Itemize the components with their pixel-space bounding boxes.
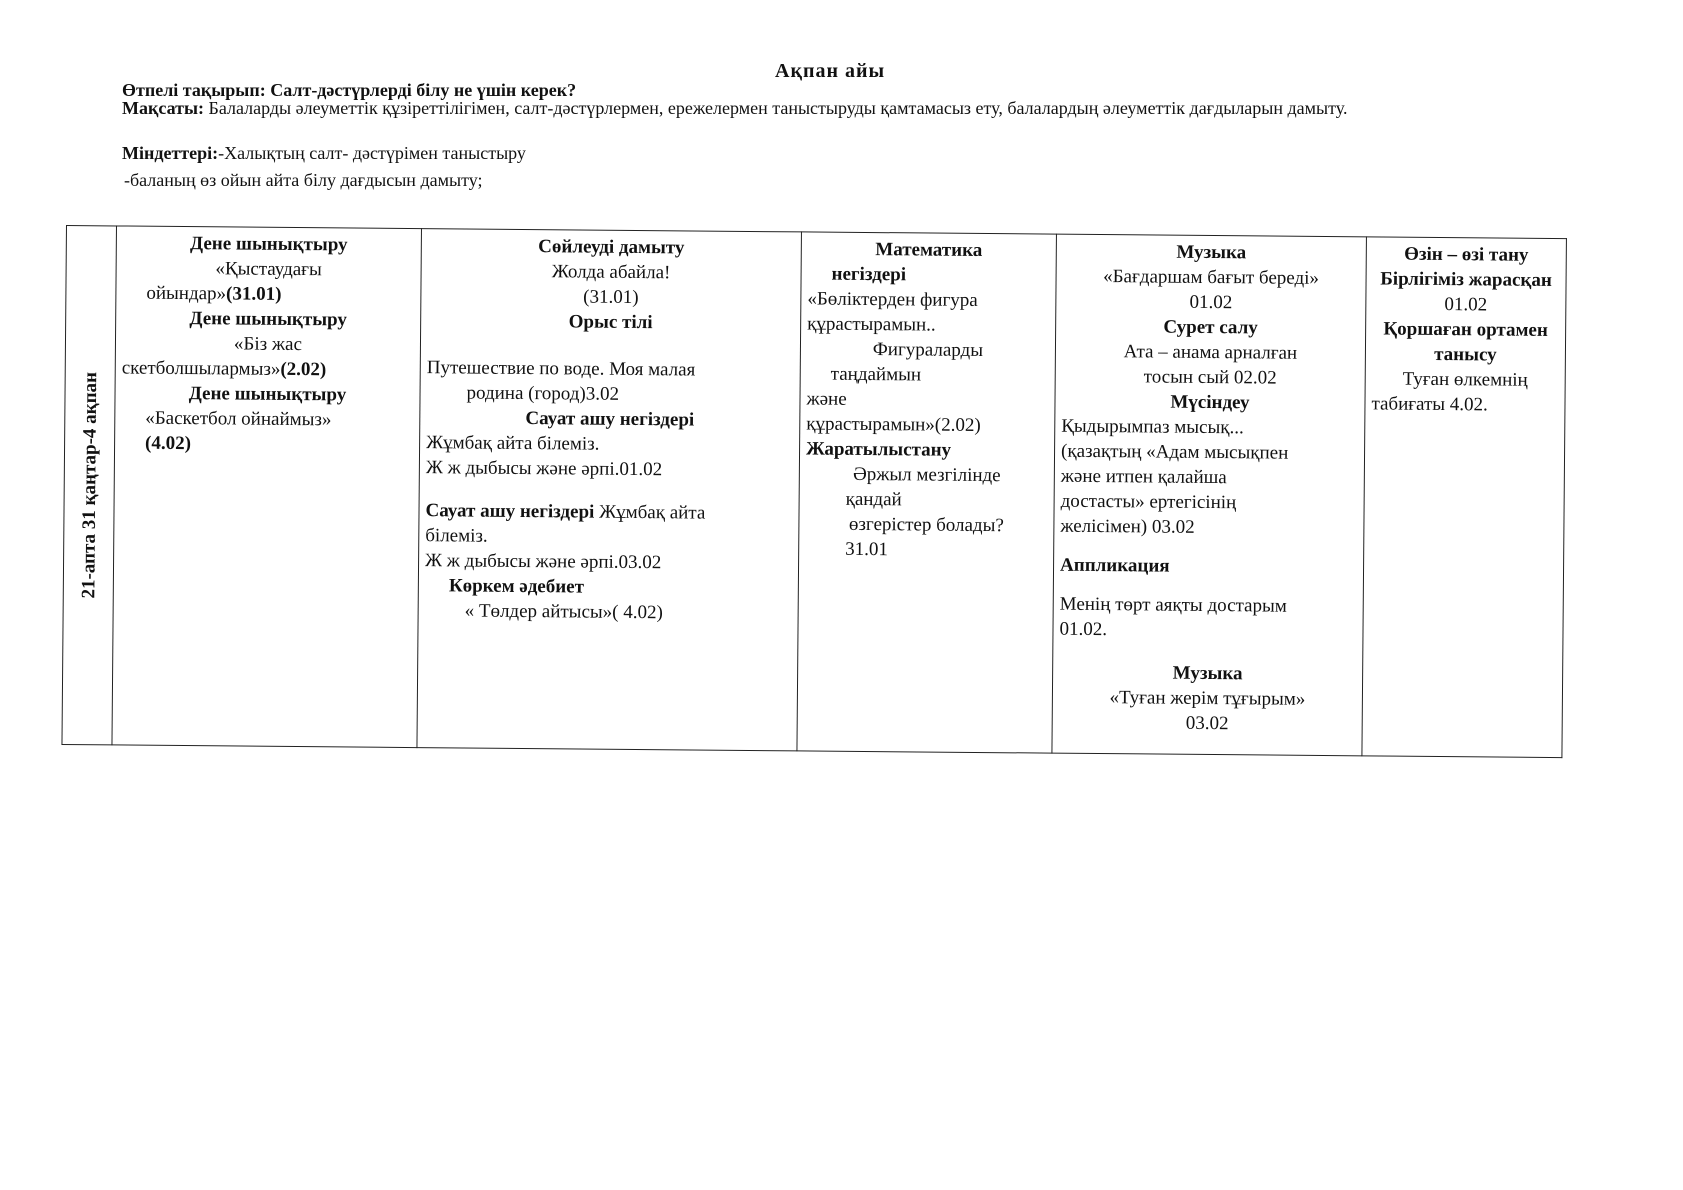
drawing-topic-a: Ата – анама арналған [1123, 341, 1298, 364]
math-topic-e: және [806, 388, 847, 410]
table-row [62, 226, 1566, 758]
literature-topic: « Төлдер айтысы»( 4.02) [464, 600, 663, 624]
modeling-topic-e: желісімен) 03.02 [1060, 515, 1195, 538]
goal-label: Мақсаты: [122, 98, 204, 118]
math-science-cell [797, 232, 1057, 753]
math-topic-b: құрастырамын.. [807, 313, 936, 336]
math-topic-f: құрастырамын»(2.02) [806, 413, 981, 436]
tasks-label: Міндеттері: [122, 143, 219, 163]
environment-heading-b: танысу [1434, 343, 1497, 366]
tasks-line-2: -баланың өз ойын айта білу дағдысын дамыту; [124, 170, 483, 190]
music-topic-1b: 01.02 [1189, 291, 1233, 314]
pe-topic-1b-line [122, 280, 414, 308]
pe-date-3: (4.02) [145, 432, 192, 455]
pe-topic-2b: скетболшылармыз» [121, 357, 281, 380]
pe-heading-2: Дене шынықтыру [189, 308, 348, 331]
topic-value: Салт-дәстүрлерді білу не үшін керек? [265, 80, 577, 100]
math-topic-a: «Бөліктерден фигура [807, 288, 978, 311]
pe-topic-1a: «Қыстаудағы [215, 258, 322, 281]
modeling-topic-b: (қазақтың «Адам мысықпен [1060, 440, 1289, 464]
drawing-topic-b: тосын сый 02.02 [1143, 366, 1277, 389]
self-knowledge-topic: Бірлігіміз жарасқан [1380, 268, 1552, 291]
literature-heading: Көркем әдебиет [448, 575, 585, 598]
speech-date: (31.01) [583, 286, 639, 308]
russian-heading: Орыс тілі [568, 311, 653, 334]
russian-topic-a: Путешествие по воде. Моя малая [426, 357, 696, 381]
week-label: 21-апта 31 қаңтар-4 ақпан [77, 371, 101, 599]
applique-topic-b: 01.02. [1059, 618, 1108, 641]
science-topic-a: Әржыл мезгілінде [852, 463, 1001, 487]
music-heading-2: Музыка [1172, 662, 1243, 685]
environment-topic-b: табиғаты 4.02. [1371, 393, 1488, 416]
math-topic-c: Фигураларды [872, 339, 984, 362]
arts-music-cell [1052, 234, 1367, 756]
pe-topic-2b-line [122, 355, 414, 383]
pe-topic-1b: ойындар» [146, 282, 227, 305]
physical-education-cell [112, 226, 422, 748]
speech-topic: Жолда абайла! [551, 261, 671, 284]
goal-line [122, 98, 1347, 119]
modeling-topic-a: Қыдырымпаз мысық... [1061, 415, 1244, 439]
literacy-topic-1b: Ж ж дыбысы және әрпі.01.02 [425, 457, 663, 481]
science-topic-b: қандай [845, 488, 902, 511]
literacy-topic-2c: Ж ж дыбысы және әрпі.03.02 [424, 550, 662, 574]
music-topic-2a: «Туған жерім тұғырым» [1109, 687, 1306, 710]
modeling-topic-d: достасты» ертегісінің [1060, 490, 1237, 514]
pe-heading-1: Дене шынықтыру [190, 233, 348, 256]
self-knowledge-heading: Өзін – өзі тану [1404, 243, 1529, 266]
math-topic-d: таңдаймын [830, 363, 922, 386]
music-topic-1a: «Бағдаршам бағыт береді» [1103, 266, 1320, 289]
pe-date-1: (31.01) [226, 283, 282, 305]
pe-heading-3: Дене шынықтыру [188, 383, 347, 406]
modeling-topic-c: және итпен қалайша [1060, 465, 1227, 489]
russian-topic-b: родина (город)3.02 [466, 382, 620, 405]
literacy-line-2 [425, 498, 792, 526]
modeling-heading: Мүсіндеу [1170, 391, 1250, 414]
math-heading-b: негіздері [831, 263, 907, 286]
self-knowledge-cell [1362, 237, 1567, 758]
drawing-heading: Сурет салу [1163, 316, 1258, 339]
speech-language-cell [417, 229, 802, 751]
month-title: Ақпан айы [775, 60, 886, 82]
pe-topic-3a: «Баскетбол ойнаймыз» [145, 407, 332, 431]
tasks-value: -Халықтың салт- дәстүрімен таныстыру [218, 143, 526, 163]
tasks-line [122, 143, 526, 164]
environment-heading-a: Қоршаған ортамен [1383, 318, 1548, 341]
literacy-topic-1a: Жұмбақ айта білеміз. [426, 432, 600, 455]
applique-topic-a: Менің төрт аяқты достарым [1059, 593, 1287, 617]
weekly-plan-table [61, 225, 1566, 758]
music-topic-2b: 03.02 [1185, 712, 1229, 735]
literacy-heading-2: Сауат ашу негіздері [425, 500, 595, 523]
literacy-topic-2a: Жұмбақ айта [594, 501, 706, 524]
science-topic-c: өзгерістер болады? [848, 513, 1004, 537]
music-heading-1: Музыка [1176, 241, 1247, 264]
environment-topic-a: Туған өлкемнің [1402, 368, 1528, 391]
literacy-topic-2b: білеміз. [425, 525, 488, 547]
science-heading: Жаратылыстану [805, 438, 952, 461]
science-topic-d: 31.01 [845, 538, 889, 561]
topic-label: Өтпелі тақырып: [122, 80, 266, 100]
literacy-heading-1: Сауат ашу негіздері [525, 408, 695, 431]
applique-heading: Аппликация [1059, 554, 1170, 577]
math-heading-a: Математика [875, 239, 983, 261]
week-cell [62, 226, 117, 745]
pe-date-2: (2.02) [280, 358, 327, 381]
goal-value: Балаларды әлеуметтік құзіреттілігімен, салт-дәстүрлермен, ережелермен таныстыруды қамтамасыз ету, балалардың әлеуметтік дағдыларын дамыту. [204, 98, 1348, 118]
self-knowledge-date: 01.02 [1444, 294, 1488, 316]
pe-topic-2a: «Біз жас [233, 333, 303, 356]
speech-heading: Сөйлеуді дамыту [538, 236, 685, 259]
